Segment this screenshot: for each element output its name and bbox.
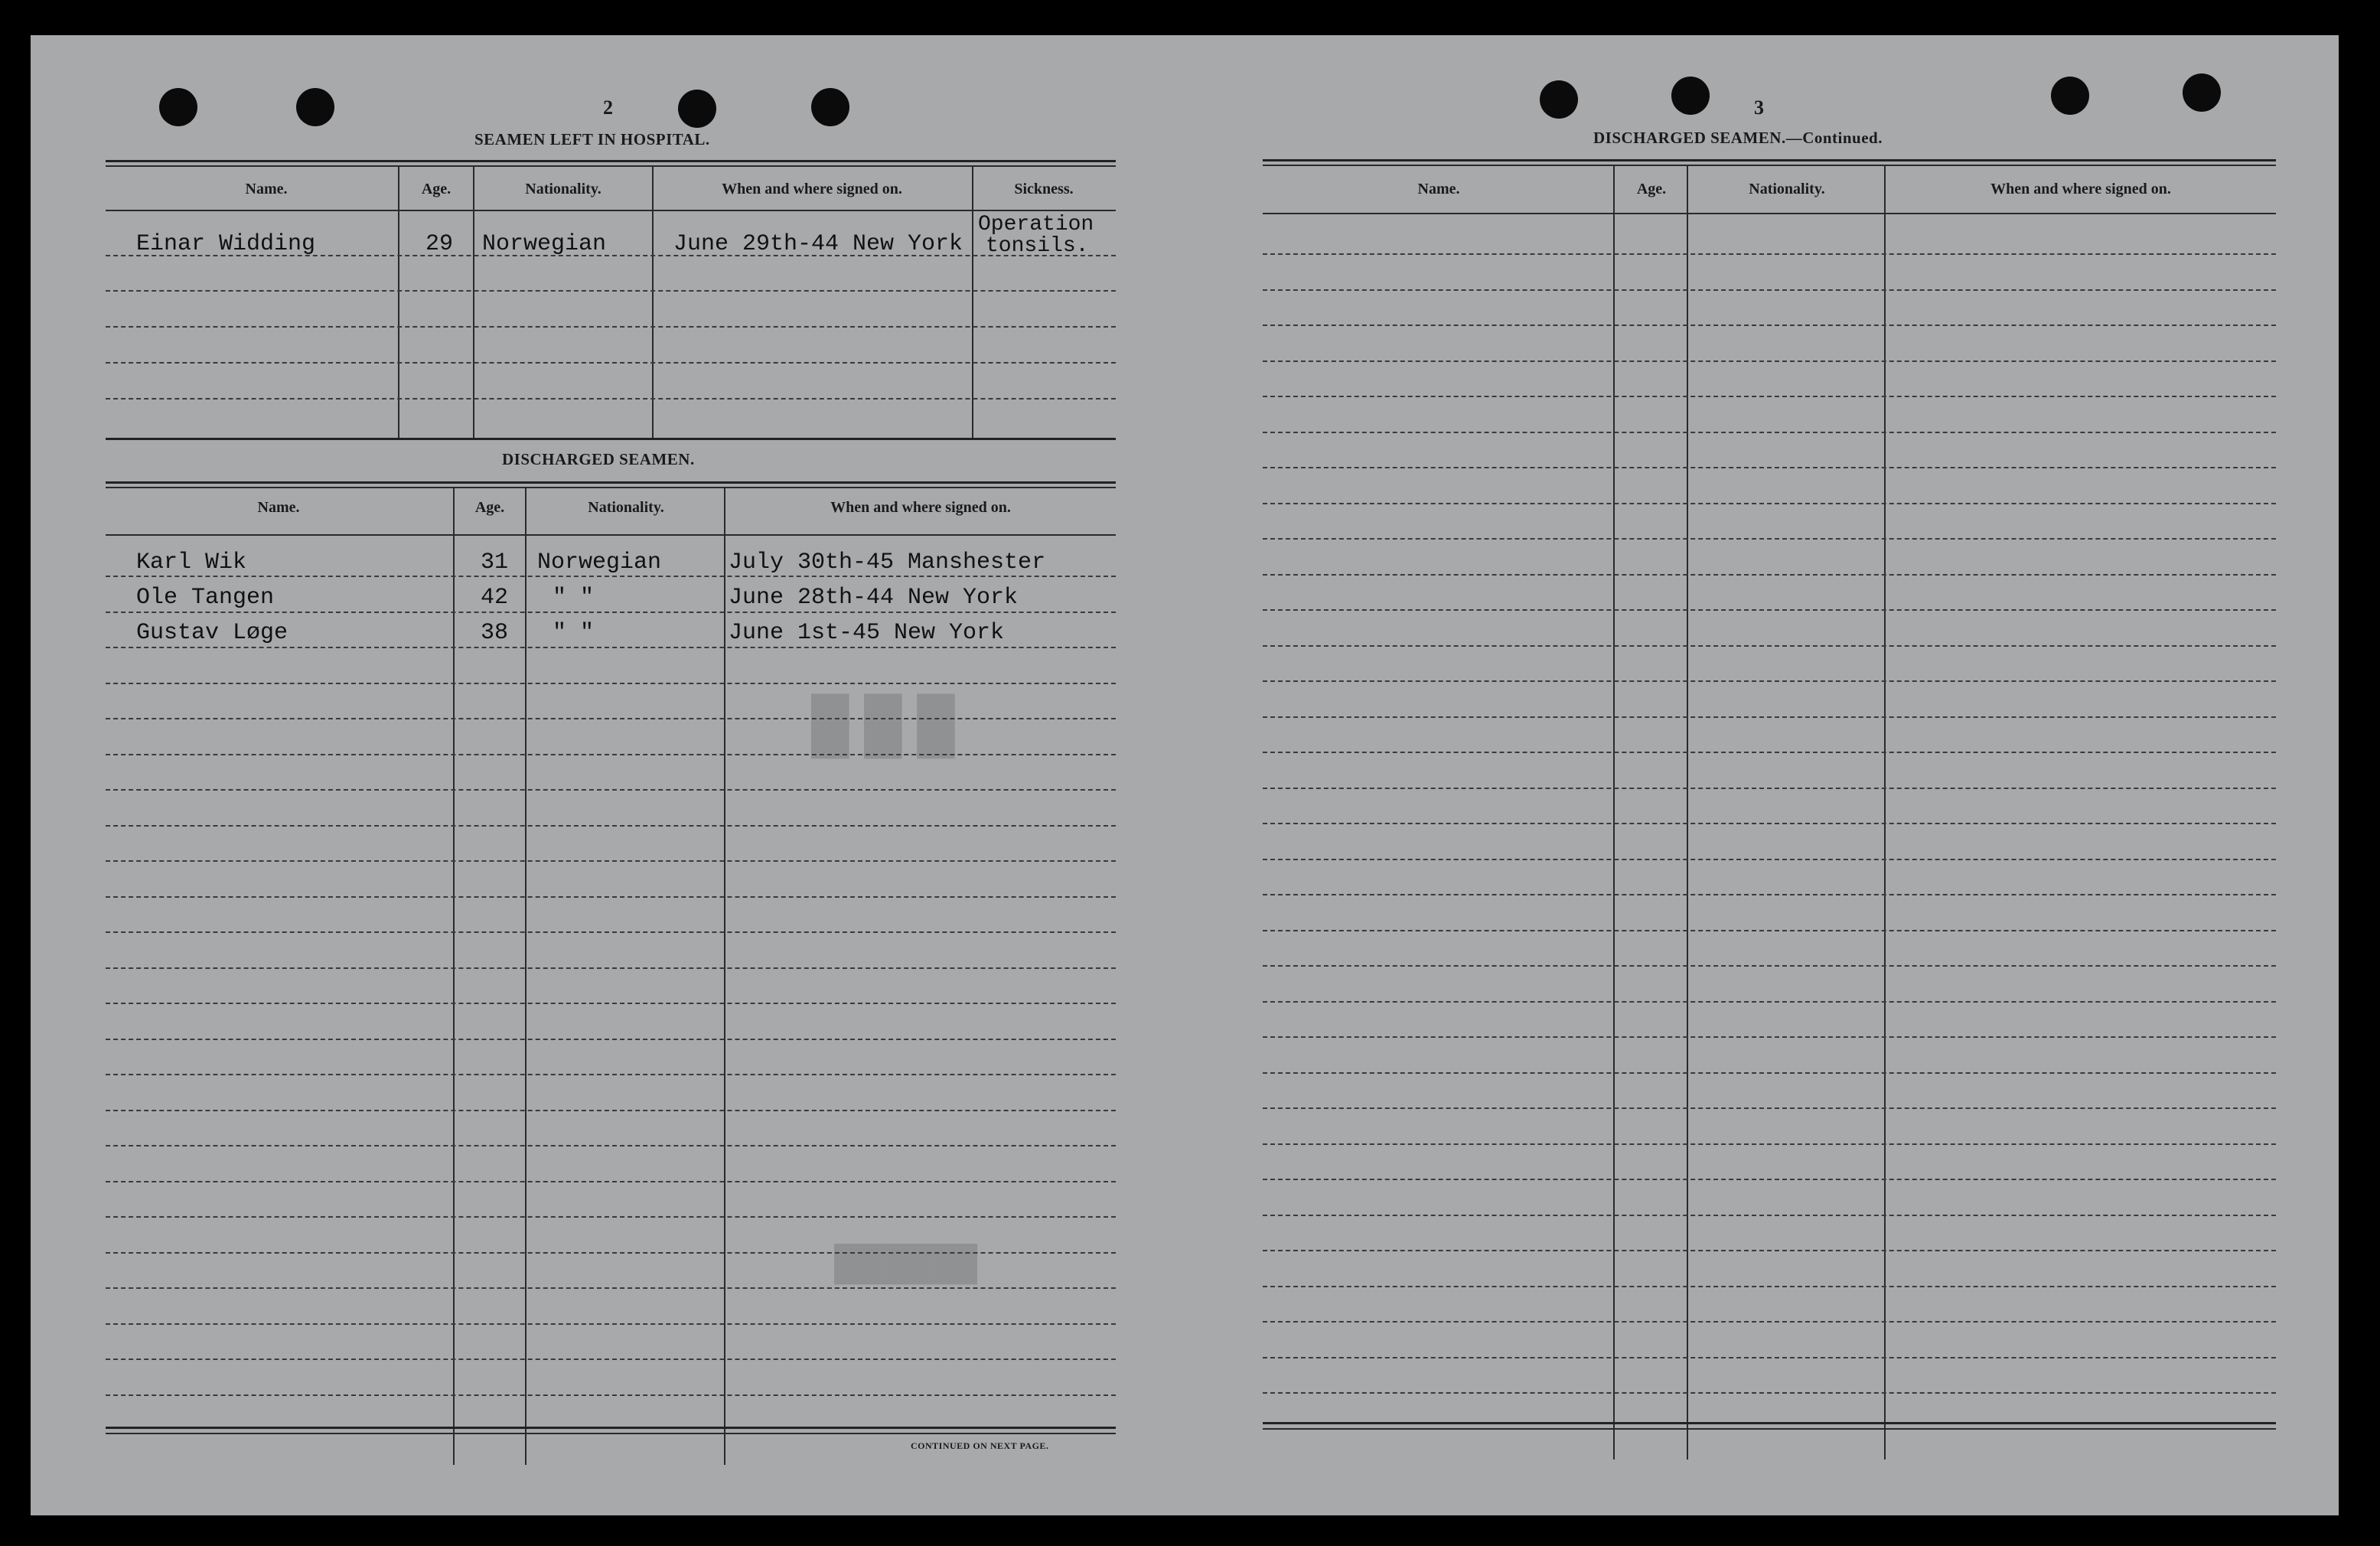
ledger-row-rule [1263, 1001, 2276, 1003]
discharged-entry-name: Karl Wik [136, 550, 247, 576]
ledger-row-rule [1263, 325, 2276, 326]
hospital-table-top-rule [106, 160, 1116, 162]
ledger-row-rule [1263, 859, 2276, 860]
punch-hole-icon [678, 90, 716, 128]
ledger-row-rule [106, 1074, 1116, 1075]
discharged-header-rule [106, 534, 1116, 536]
right-table-bottom-rule [1263, 1422, 2276, 1424]
discharged-entry-age: 42 [481, 585, 509, 611]
discharged-header-name: Name. [257, 499, 300, 516]
ledger-row-rule [1263, 716, 2276, 718]
punch-hole-icon [159, 88, 197, 126]
hospital-header-age: Age. [421, 181, 452, 197]
ledger-row-rule [106, 825, 1116, 827]
discharged-entry-nationality: Norwegian [537, 550, 662, 576]
ledger-row-rule [1263, 609, 2276, 611]
hospital-entry-age: 29 [425, 231, 454, 257]
ledger-row-rule [106, 896, 1116, 898]
discharged-entry-age: 31 [481, 550, 509, 576]
ledger-row-rule [1263, 1179, 2276, 1180]
right-section-title: DISCHARGED SEAMEN.—Continued. [1593, 129, 1883, 147]
discharged-entry-name: Ole Tangen [136, 585, 275, 611]
ledger-row-rule [1263, 1072, 2276, 1074]
ledger-row-rule [1263, 1392, 2276, 1394]
hospital-entry-sickness-line2: tonsils. [986, 234, 1089, 258]
hospital-header-nationality: Nationality. [525, 181, 602, 197]
discharged-col-divider [724, 487, 725, 1465]
discharged-entry-signed-on: June 1st-45 New York [729, 620, 1005, 646]
hospital-col-divider [473, 165, 474, 438]
ledger-row-rule [106, 1181, 1116, 1182]
hospital-row-rule [106, 362, 1116, 364]
ledger-row-rule [106, 683, 1116, 684]
hospital-col-divider [652, 165, 654, 438]
ledger-row-rule [1263, 360, 2276, 362]
ledger-row-rule [106, 1323, 1116, 1325]
ledger-row-rule [1263, 1357, 2276, 1358]
hospital-col-divider [972, 165, 973, 438]
ledger-row-rule [1263, 503, 2276, 504]
hospital-section-title: SEAMEN LEFT IN HOSPITAL. [474, 130, 710, 148]
discharged-header-signed-on: When and where signed on. [830, 499, 1011, 516]
discharged-entry-nationality: " " [553, 620, 595, 646]
ledger-row-rule [1263, 1036, 2276, 1038]
discharged-header-age: Age. [474, 499, 505, 516]
ledger-row-rule [1263, 574, 2276, 576]
discharged-header-nationality: Nationality. [588, 499, 664, 516]
ledger-row-rule [1263, 538, 2276, 540]
discharged-table-bottom-rule-2 [106, 1433, 1116, 1434]
right-table-bottom-rule-2 [1263, 1428, 2276, 1430]
right-header-nationality: Nationality. [1749, 181, 1825, 197]
ledger-row-rule [1263, 645, 2276, 647]
ledger-row-rule [106, 1358, 1116, 1360]
manifest-sheet [31, 35, 2339, 1515]
right-header-signed-on: When and where signed on. [1990, 181, 2171, 197]
ledger-row-rule [106, 1252, 1116, 1254]
ledger-row-rule [106, 1003, 1116, 1004]
ledger-row-rule [106, 1287, 1116, 1289]
discharged-entry-age: 38 [481, 620, 509, 646]
ledger-row-rule [1263, 823, 2276, 824]
hospital-table-top-rule-2 [106, 165, 1116, 167]
right-table-top-rule-2 [1263, 165, 2276, 166]
ledger-row-rule [106, 1394, 1116, 1396]
hospital-entry-sickness-line1: Operation [978, 213, 1094, 236]
ledger-row-rule [1263, 680, 2276, 682]
ledger-row-rule [1263, 1286, 2276, 1287]
discharged-col-divider [525, 487, 527, 1465]
punch-hole-icon [2183, 73, 2221, 112]
ledger-row-rule [1263, 289, 2276, 291]
punch-hole-icon [296, 88, 334, 126]
ledger-row-rule [1263, 788, 2276, 789]
ledger-row-rule [1263, 1215, 2276, 1216]
bleed-through-marks: ██████ [834, 1244, 978, 1282]
discharged-table-top-rule-2 [106, 487, 1116, 488]
hospital-col-divider [398, 165, 399, 438]
hospital-row-rule [106, 398, 1116, 400]
discharged-table-bottom-rule [106, 1427, 1116, 1429]
ledger-row-rule [1263, 396, 2276, 397]
ledger-row-rule [106, 1039, 1116, 1040]
ledger-row-rule [1263, 1143, 2276, 1145]
hospital-row-rule [106, 290, 1116, 292]
ledger-row-rule [106, 1110, 1116, 1111]
discharged-col-divider [453, 487, 455, 1465]
ledger-row-rule [106, 967, 1116, 969]
discharged-entry-nationality: " " [553, 585, 595, 611]
right-header-age: Age. [1636, 181, 1667, 197]
ledger-row-rule [106, 612, 1116, 613]
ledger-row-rule [1263, 1321, 2276, 1323]
right-header-rule [1263, 213, 2276, 214]
ledger-row-rule [106, 576, 1116, 577]
right-col-divider [1613, 165, 1615, 1460]
ledger-row-rule [1263, 930, 2276, 931]
ledger-row-rule [1263, 965, 2276, 967]
ledger-row-rule [106, 647, 1116, 648]
right-table-top-rule [1263, 159, 2276, 161]
bleed-through-marks: █ █ █ [811, 694, 955, 754]
ledger-row-rule [1263, 752, 2276, 753]
discharged-entry-signed-on: July 30th-45 Manshester [729, 550, 1046, 576]
hospital-entry-name: Einar Widding [136, 231, 316, 257]
ledger-row-rule [1263, 894, 2276, 895]
hospital-header-signed-on: When and where signed on. [722, 181, 902, 197]
ledger-row-rule [1263, 1107, 2276, 1109]
ledger-row-rule [106, 860, 1116, 862]
ledger-row-rule [1263, 253, 2276, 255]
ledger-row-rule [106, 718, 1116, 719]
ledger-row-rule [106, 1145, 1116, 1146]
discharged-entry-signed-on: June 28th-44 New York [729, 585, 1019, 611]
right-col-divider [1884, 165, 1886, 1460]
hospital-entry-nationality: Norwegian [482, 231, 607, 257]
hospital-table-bottom-rule [106, 438, 1116, 440]
ledger-row-rule [1263, 1250, 2276, 1251]
hospital-header-sickness: Sickness. [1014, 181, 1074, 197]
hospital-row-rule [106, 326, 1116, 328]
hospital-entry-signed-on: June 29th-44 New York [673, 231, 963, 257]
discharged-entry-name: Gustav Løge [136, 620, 289, 646]
right-header-name: Name. [1417, 181, 1460, 197]
hospital-header-rule [106, 210, 1116, 211]
continued-note: CONTINUED ON NEXT PAGE. [911, 1440, 1049, 1451]
right-col-divider [1687, 165, 1688, 1460]
discharged-table-top-rule [106, 481, 1116, 484]
ledger-row-rule [106, 1216, 1116, 1218]
ledger-row-rule [106, 931, 1116, 933]
right-page-number: 3 [1754, 96, 1764, 119]
left-page-number: 2 [603, 96, 613, 119]
punch-hole-icon [811, 88, 849, 126]
discharged-section-title: DISCHARGED SEAMEN. [502, 450, 695, 468]
punch-hole-icon [1671, 77, 1710, 115]
ledger-row-rule [106, 754, 1116, 755]
ledger-row-rule [1263, 432, 2276, 433]
ledger-row-rule [106, 789, 1116, 791]
ledger-row-rule [1263, 467, 2276, 468]
punch-hole-icon [1540, 80, 1578, 119]
hospital-header-name: Name. [245, 181, 288, 197]
punch-hole-icon [2051, 77, 2089, 115]
